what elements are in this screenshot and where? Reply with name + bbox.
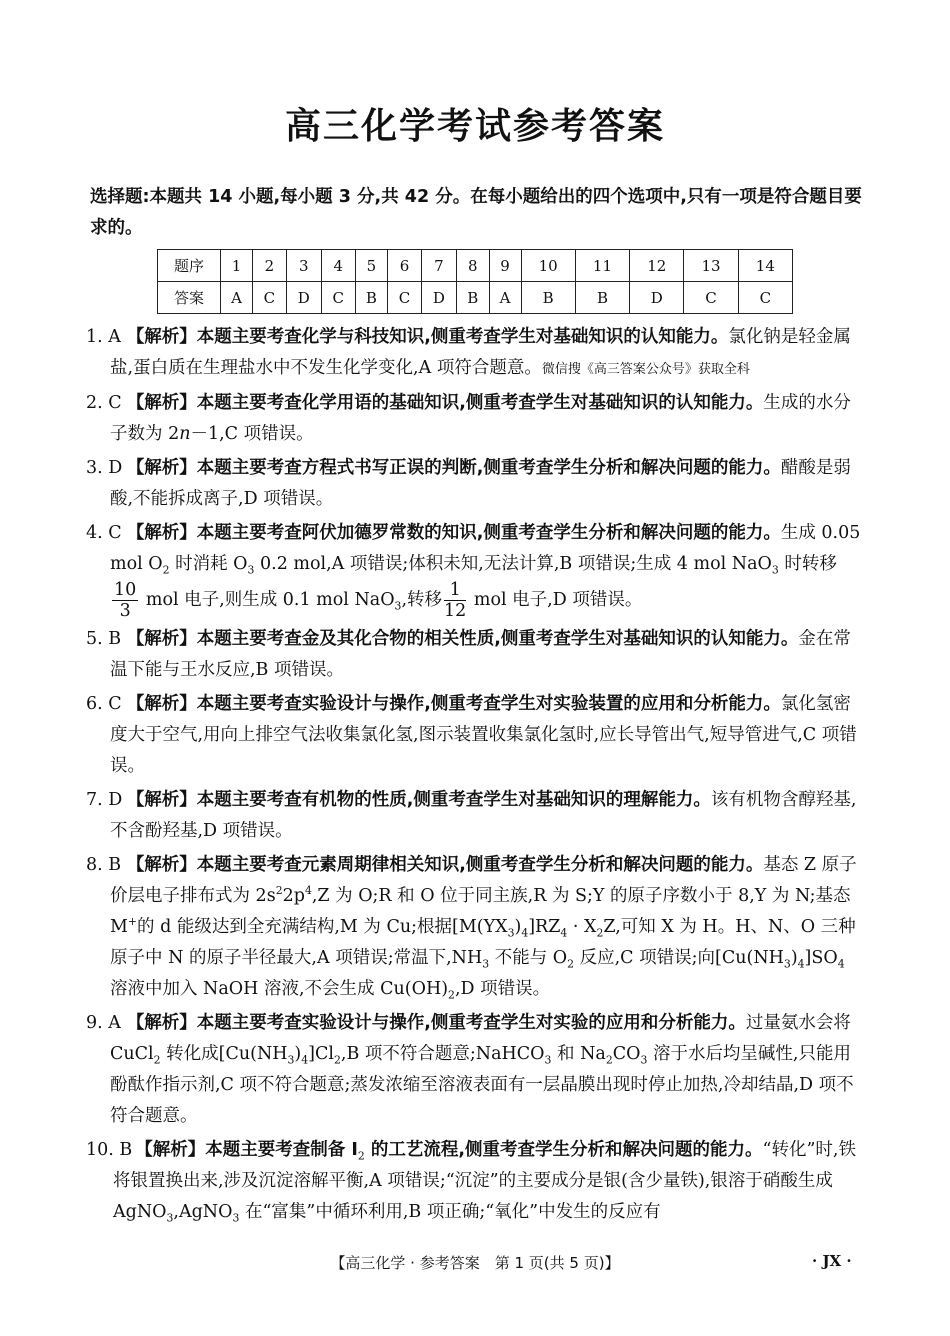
page-title: 高三化学考试参考答案 (284, 106, 665, 147)
subscript: 2 (153, 1053, 161, 1067)
footer-code: · JX · (812, 1252, 852, 1270)
fraction-10-3 (112, 580, 138, 621)
subscript: 3 (507, 926, 515, 940)
table-cell: 7 (421, 250, 456, 282)
explanation-item-3 (88, 453, 863, 515)
table-head-number: 题序 (158, 250, 221, 282)
item-text: ) (514, 917, 522, 937)
item-text: ]RZ (528, 917, 561, 937)
explanation-item-9 (88, 1008, 863, 1132)
item-text: ) (294, 1044, 302, 1064)
item-lead: 本题主要考查化学与科技知识,侧重考查学生对基础知识的认知能力。 (196, 327, 729, 347)
fraction-1-12 (444, 580, 466, 621)
table-cell: 10 (521, 250, 575, 282)
item-number: 8. B (86, 855, 122, 875)
item-text: ,B 项不符合题意;NaHCO (340, 1044, 545, 1064)
explanation-item-6 (88, 689, 863, 782)
subscript: 4 (560, 926, 568, 940)
table-cell: 12 (630, 250, 684, 282)
item-lead: 本题主要考查方程式书写正误的判断,侧重考查学生分析和解决问题的能力。 (196, 458, 781, 478)
explanation-item-4 (88, 518, 863, 621)
table-head-answer: 答案 (158, 282, 221, 314)
analysis-tag: 【解析】 (126, 1013, 197, 1033)
item-lead: 本题主要考查化学用语的基础知识,侧重考查学生对基础知识的认知能力。 (196, 393, 764, 413)
item-number: 4. C (86, 523, 122, 543)
subscript: 2 (605, 1053, 613, 1067)
subscript: 3 (640, 1053, 648, 1067)
item-text: 氯化钠是轻金属盐,蛋白质在生理盐水中不发生化学变化,A 项符合题意。 (110, 327, 851, 378)
subscript: 3 (166, 1211, 174, 1225)
fraction-numerator: 10 (114, 580, 137, 600)
item-text: 醋酸是弱酸,不能拆成离子,D 项错误。 (110, 458, 851, 509)
fraction-denominator: 12 (444, 601, 467, 621)
table-cell: C (252, 282, 286, 314)
variable-n: n (179, 424, 191, 444)
item-text: 氯化氢密度大于空气,用向上排空气法收集氯化氢,图示装置收集氯化氢时,应长导管出气,短导管进气,C 项错误。 (110, 694, 857, 776)
explanation-item-10 (88, 1135, 863, 1228)
table-cell: 11 (575, 250, 629, 282)
item-number: 6. C (86, 694, 122, 714)
item-text: mol 电子,则生成 0.1 mol NaO (140, 590, 395, 610)
item-text: ,AgNO (173, 1202, 233, 1222)
item-text: 0.2 mol,A 项错误;体积未知,无法计算,B 项错误;生成 4 mol NaO (254, 554, 772, 574)
answer-table (157, 249, 793, 314)
item-number: 2. C (86, 393, 122, 413)
item-text: ,Z 为 O;R 和 O 位于同主族,R 为 S;Y 的原子序数小于 8,Y 为 N;基态 M (110, 886, 851, 937)
subscript: 2 (448, 988, 455, 1002)
table-cell: B (457, 282, 490, 314)
section-intro: 选择题:本题共 14 小题,每小题 3 分,共 42 分。在每小题给出的四个选项中,只有一项是符合题目要求的。 (90, 187, 862, 238)
table-cell: B (575, 282, 629, 314)
item-text: 转化成[Cu(NH (160, 1044, 288, 1064)
item-lead: 本题主要考查制备 I (205, 1140, 358, 1160)
table-cell: 9 (489, 250, 521, 282)
item-text: 过量氨水会将 CuCl (110, 1013, 851, 1064)
explanation-item-1 (88, 322, 863, 385)
item-number: 3. D (86, 458, 123, 478)
watermark-note: 微信搜《高三答案公众号》获取全科 (541, 362, 750, 377)
table-cell: A (221, 282, 253, 314)
item-text: 溶液中加入 NaOH 溶液,不会生成 Cu(OH) (110, 979, 449, 999)
item-number: 1. A (86, 327, 121, 347)
subscript: 3 (482, 957, 490, 971)
item-text: 和 Na (551, 1044, 606, 1064)
table-cell: B (521, 282, 575, 314)
table-cell: D (421, 282, 456, 314)
item-lead: 的工艺流程,侧重考查学生分析和解决问题的能力。 (364, 1140, 763, 1160)
item-text: 不能与 O (489, 948, 568, 968)
table-row-numbers (158, 250, 793, 282)
subscript: 4 (301, 1053, 309, 1067)
table-cell: 14 (738, 250, 792, 282)
subscript: 3 (232, 1211, 240, 1225)
item-lead: 本题主要考查阿伏加德罗常数的知识,侧重考查学生分析和解决问题的能力。 (196, 523, 781, 543)
subscript: 3 (783, 957, 791, 971)
item-text: 时转移 (778, 554, 837, 574)
item-number: 7. D (86, 790, 123, 810)
subscript: 3 (544, 1053, 552, 1067)
analysis-tag: 【解析】 (126, 458, 197, 478)
table-cell: D (286, 282, 321, 314)
fraction-denominator: 3 (119, 601, 131, 621)
item-text: ,D 项错误。 (454, 979, 551, 999)
item-lead: 本题主要考查元素周期律相关知识,侧重考查学生分析和解决问题的能力。 (196, 855, 764, 875)
superscript: 4 (304, 884, 312, 898)
item-text: ]SO (804, 948, 838, 968)
item-text: ) (790, 948, 798, 968)
subscript: 3 (771, 563, 779, 577)
item-text: 时消耗 O (169, 554, 248, 574)
item-text: CO (612, 1044, 641, 1064)
table-cell: 1 (221, 250, 253, 282)
superscript: + (127, 915, 138, 929)
item-text: 反应,C 项错误;向[Cu(NH (574, 948, 784, 968)
table-cell: 4 (321, 250, 355, 282)
table-row-answers (158, 282, 793, 314)
analysis-tag: 【解析】 (126, 629, 197, 649)
fraction-numerator: 1 (444, 580, 466, 601)
explanation-item-5 (88, 624, 863, 686)
item-text: · X (567, 917, 597, 937)
item-text: 的 d 能级达到全充满结构,M 为 Cu;根据[M(YX (137, 917, 508, 937)
subscript: 3 (247, 563, 255, 577)
analysis-tag: 【解析】 (126, 523, 197, 543)
table-cell: B (355, 282, 388, 314)
analysis-tag: 【解析】 (135, 1140, 206, 1160)
item-text: 该有机物含醇羟基,不含酚羟基,D 项错误。 (110, 790, 857, 841)
analysis-tag: 【解析】 (126, 694, 197, 714)
item-text: 溶于水后均呈碱性,只能用酚酞作指示剂,C 项不符合题意;蒸发浓缩至溶液表面有一层晶膜出现时停止加热,冷却结晶,D 项不符合题意。 (110, 1044, 854, 1126)
subscript: 2 (596, 926, 604, 940)
explanation-item-2 (88, 388, 863, 450)
analysis-tag: 【解析】 (126, 855, 197, 875)
item-text: Z,可知 X 为 H。H、N、O 三种原子中 N 的原子半径最大,A 项错误;常温下,NH (110, 917, 856, 968)
item-text: ]Cl (308, 1044, 334, 1064)
item-text: mol 电子,D 项错误。 (468, 590, 643, 610)
analysis-tag: 【解析】 (126, 327, 197, 347)
item-text: “转化”时,铁将银置换出来,涉及沉淀溶解平衡,A 项错误;“沉淀”的主要成分是银(含少量铁),银溶于硝酸生成 AgNO (113, 1140, 856, 1222)
subscript: 4 (797, 957, 805, 971)
subscript: 2 (567, 957, 575, 971)
subscript: 2 (357, 1149, 365, 1163)
table-cell: D (630, 282, 684, 314)
table-cell: 2 (252, 250, 286, 282)
explanation-list (88, 322, 863, 1231)
table-cell: C (388, 282, 422, 314)
item-text: 2p (282, 886, 305, 906)
item-number: 10. B (86, 1140, 133, 1160)
subscript: 2 (333, 1053, 341, 1067)
item-number: 5. B (86, 629, 122, 649)
subscript: 3 (287, 1053, 295, 1067)
explanation-item-8 (88, 850, 863, 1005)
item-text: 生成的水分子数为 2 (110, 393, 851, 444)
table-cell: 8 (457, 250, 490, 282)
analysis-tag: 【解析】 (126, 790, 197, 810)
item-lead: 本题主要考查金及其化合物的相关性质,侧重考查学生对基础知识的认知能力。 (196, 629, 799, 649)
table-cell: C (684, 282, 738, 314)
item-text: －1,C 项错误。 (190, 424, 314, 444)
table-cell: 3 (286, 250, 321, 282)
item-text: 在“富集”中循环利用,B 项正确;“氧化”中发生的反应有 (239, 1202, 661, 1222)
subscript: 4 (837, 957, 845, 971)
superscript: 2 (275, 884, 283, 898)
item-text: 金在常温下能与王水反应,B 项错误。 (110, 629, 851, 680)
page-footer: 【高三化学 · 参考答案 第 1 页(共 5 页)】 (330, 1254, 620, 1272)
item-lead: 本题主要考查实验设计与操作,侧重考查学生对实验的应用和分析能力。 (196, 1013, 746, 1033)
table-cell: A (489, 282, 521, 314)
table-cell: C (738, 282, 792, 314)
item-text: 生成 0.05 mol O (110, 523, 861, 574)
table-cell: 6 (388, 250, 422, 282)
item-lead: 本题主要考查有机物的性质,侧重考查学生对基础知识的理解能力。 (196, 790, 711, 810)
table-cell: 13 (684, 250, 738, 282)
item-lead: 本题主要考查实验设计与操作,侧重考查学生对实验装置的应用和分析能力。 (196, 694, 781, 714)
table-cell: 5 (355, 250, 388, 282)
subscript: 2 (162, 563, 170, 577)
subscript: 3 (394, 599, 402, 613)
explanation-item-7 (88, 785, 863, 847)
table-cell: C (321, 282, 355, 314)
item-text: ,转移 (401, 590, 443, 610)
analysis-tag: 【解析】 (126, 393, 197, 413)
item-text: 基态 Z 原子价层电子排布式为 2s (110, 855, 857, 906)
subscript: 4 (521, 926, 529, 940)
item-number: 9. A (86, 1013, 121, 1033)
